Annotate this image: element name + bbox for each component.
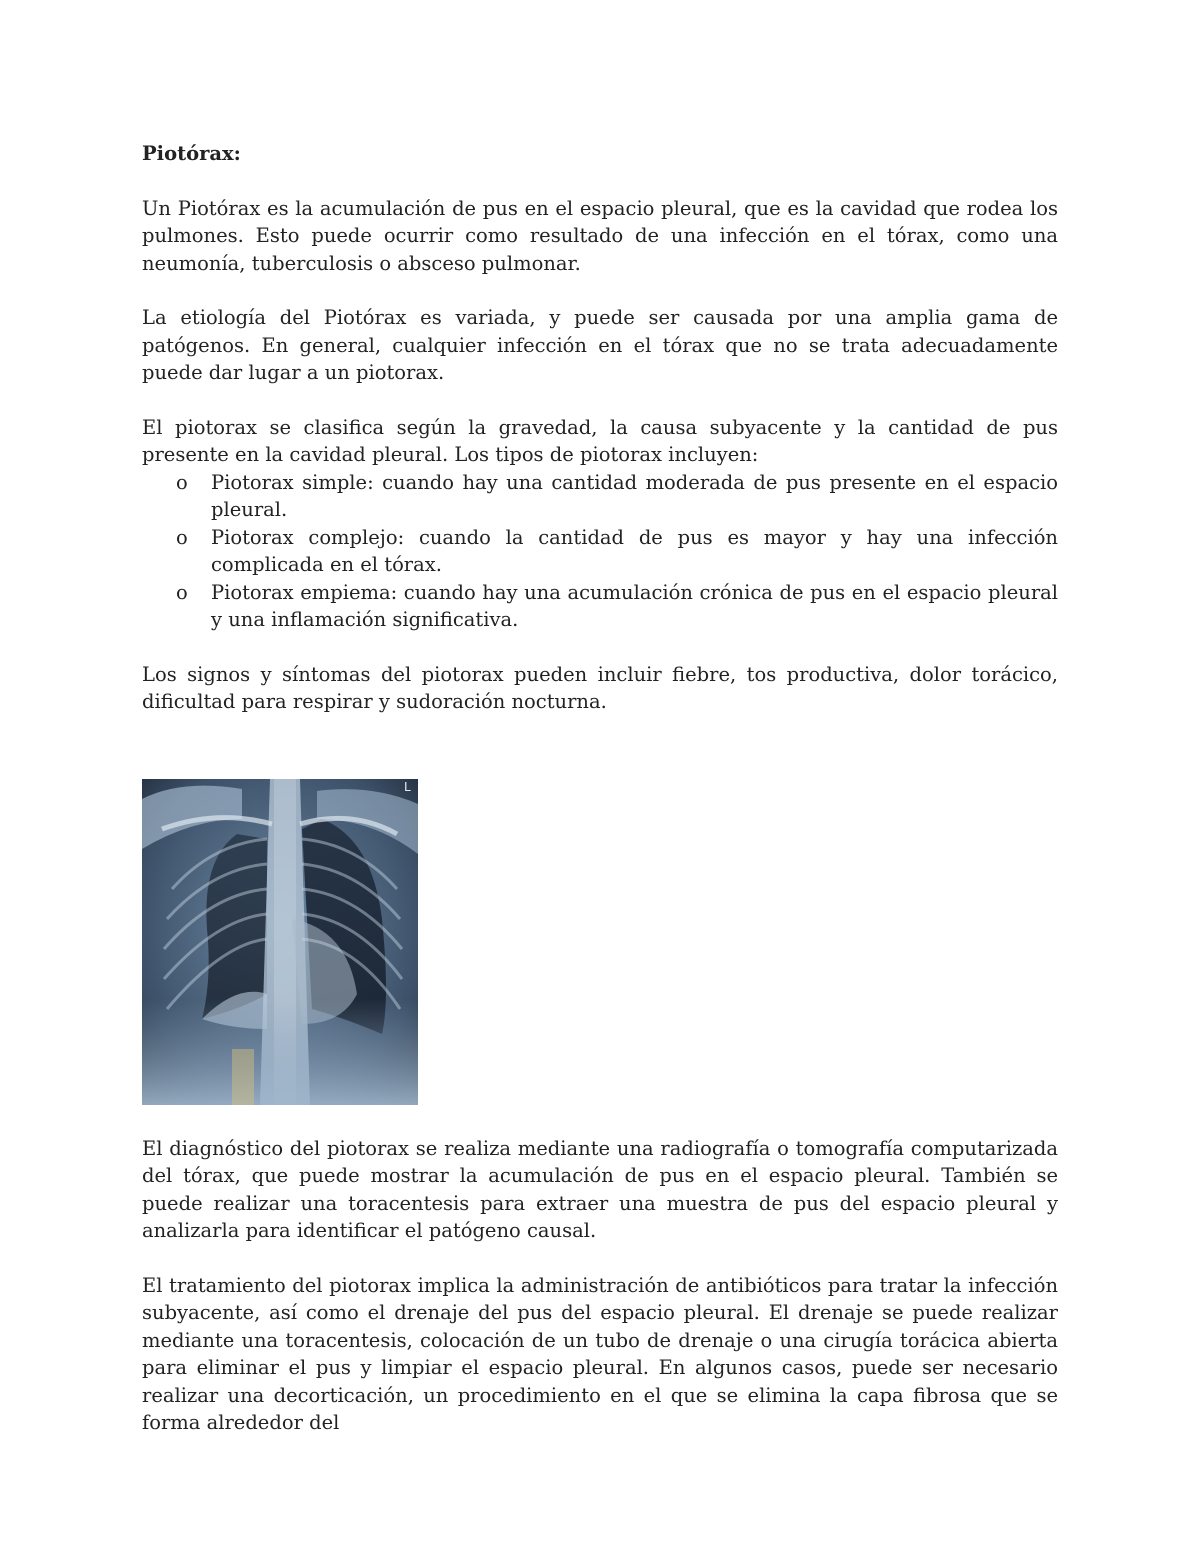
paragraph-symptoms: Los signos y síntomas del piotorax pueden incluir fiebre, tos productiva, dolor torácico, dificultad para respirar y sudoración nocturna. <box>142 662 1058 713</box>
chest-xray-image <box>142 779 418 1105</box>
list-item <box>142 469 1058 524</box>
paragraph-classification-intro: El piotorax se clasifica según la gravedad, la causa subyacente y la cantidad de pus presente en la cavidad pleural. Los tipos de piotorax incluyen: <box>142 415 1058 466</box>
list-item <box>142 524 1058 579</box>
list-item-text: Piotorax complejo: cuando la cantidad de pus es mayor y hay una infección complicada en el tórax. <box>211 525 1058 576</box>
bullet-marker: o <box>176 580 188 604</box>
list-item <box>142 579 1058 634</box>
list-item-text: Piotorax empiema: cuando hay una acumulación crónica de pus en el espacio pleural y una inflamación significativa. <box>211 580 1058 631</box>
paragraph-definition: Un Piotórax es la acumulación de pus en el espacio pleural, que es la cavidad que rodea los pulmones. Esto puede ocurrir como resultado de una infección en el tórax, como una neumonía, tuberculosis o absceso pulmonar. <box>142 196 1058 275</box>
bullet-marker: o <box>176 470 188 494</box>
document-page <box>142 140 1058 1464</box>
bullet-marker: o <box>176 525 188 549</box>
paragraph-treatment: El tratamiento del piotorax implica la administración de antibióticos para tratar la infección subyacente, así como el drenaje del pus del espacio pleural. El drenaje se puede realizar mediante una toracentesis, colocación de un tubo de drenaje o una cirugía torácica abierta para eliminar el pus y limpiar el espacio pleural. En algunos casos, puede ser necesario realizar una decorticación, un procedimiento en el que se elimina la capa fibrosa que se forma alrededor del <box>142 1273 1058 1434</box>
page-title: Piotórax: <box>142 142 241 165</box>
types-list <box>142 469 1058 634</box>
paragraph-etiology: La etiología del Piotórax es variada, y puede ser causada por una amplia gama de patógenos. En general, cualquier infección en el tórax que no se trata adecuadamente puede dar lugar a un piotorax. <box>142 306 1058 384</box>
xray-side-marker: L <box>404 779 411 794</box>
paragraph-diagnosis: El diagnóstico del piotorax se realiza mediante una radiografía o tomografía computarizada del tórax, que puede mostrar la acumulación de pus en el espacio pleural. También se puede realizar una toracentesis para extraer una muestra de pus del espacio pleural y analizarla para identificar el patógeno causal. <box>142 1136 1058 1242</box>
list-item-text: Piotorax simple: cuando hay una cantidad moderada de pus presente en el espacio pleural. <box>211 470 1058 521</box>
